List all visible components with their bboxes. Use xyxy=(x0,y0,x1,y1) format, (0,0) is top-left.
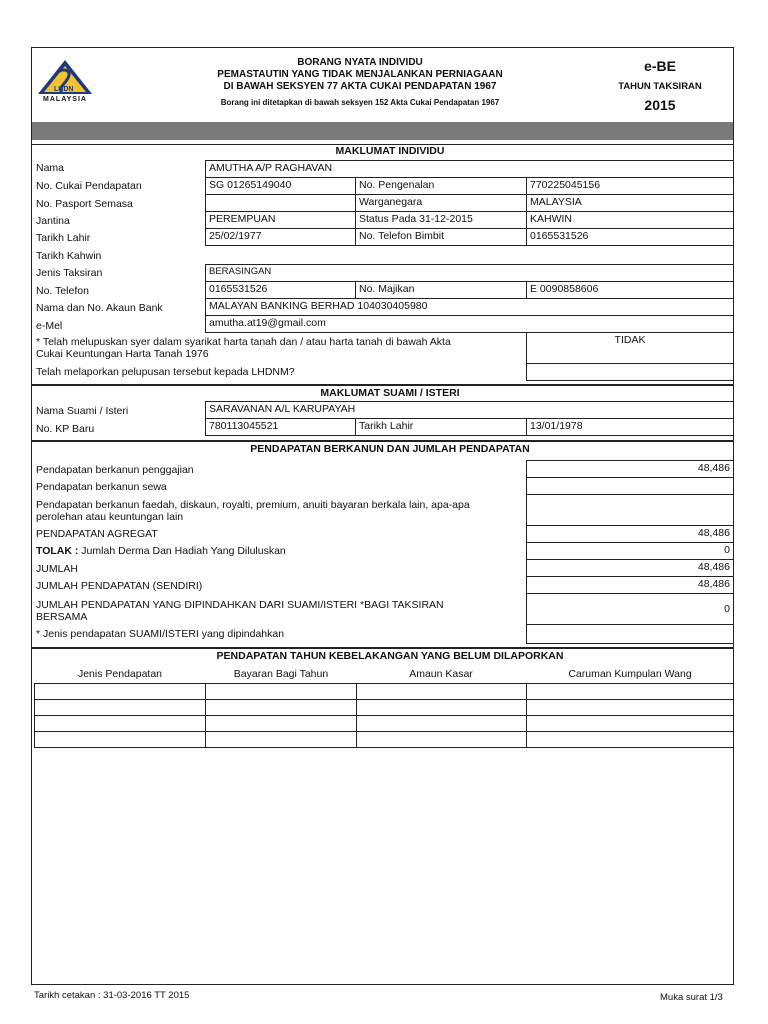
logo-country: MALAYSIA xyxy=(43,96,87,103)
bimbit-field[interactable]: 0165531526 xyxy=(526,228,734,246)
form-statute-note: Borang ini ditetapkan di bawah seksyen 152 Akta Cukai Pendapatan 1967 xyxy=(220,98,500,107)
faedah-label-line1: Pendapatan berkanun faedah, diskaun, royalti, premium, anuiti bayaran berkala lain, apa-apa xyxy=(36,499,470,511)
jenis-label: * Jenis pendapatan SUAMI/ISTERI yang dipindahkan xyxy=(36,628,285,640)
telefon-field[interactable]: 0165531526 xyxy=(205,281,356,299)
email-label: e-Mel xyxy=(36,320,63,332)
taksiran-field[interactable]: BERASINGAN xyxy=(205,264,734,282)
tolak-field[interactable]: 0 xyxy=(526,542,734,560)
suami-nama-field[interactable]: SARAVANAN A/L KARUPAYAH xyxy=(205,401,734,419)
col-caruman: Caruman Kumpulan Wang xyxy=(568,668,692,680)
bank-label: Nama dan No. Akaun Bank xyxy=(36,302,163,314)
status-field[interactable]: KAHWIN xyxy=(526,211,734,229)
tolak-bold: TOLAK : xyxy=(36,545,79,557)
nama-label: Nama xyxy=(36,162,65,174)
print-date: Tarikh cetakan : 31-03-2016 TT 2015 xyxy=(34,990,190,1001)
cukai-field[interactable]: SG 01265149040 xyxy=(205,177,356,195)
agregat-field[interactable]: 48,486 xyxy=(526,525,734,543)
sewa-field[interactable] xyxy=(526,477,734,495)
warganegara-label: Warganegara xyxy=(355,194,527,212)
section-individu-title: MAKLUMAT INDIVIDU xyxy=(335,145,445,157)
logo-text: LHDN xyxy=(54,86,74,93)
pindah-field[interactable] xyxy=(526,593,734,625)
suami-nama-label: Nama Suami / Isteri xyxy=(36,405,129,417)
email-field[interactable]: amutha.at19@gmail.com xyxy=(205,315,734,333)
telefon-label: No. Telefon xyxy=(36,285,89,297)
col-amaun: Amaun Kasar xyxy=(409,668,473,680)
suami-lahir-label: Tarikh Lahir xyxy=(355,418,527,436)
form-subtitle: PEMASTAUTIN YANG TIDAK MENJALANKAN PERNIAGAAN xyxy=(217,69,503,80)
bank-field[interactable]: MALAYAN BANKING BERHAD 104030405980 xyxy=(205,298,734,316)
header-bar xyxy=(32,122,733,140)
harta-label-line2: Cukai Keuntungan Harta Tanah 1976 xyxy=(36,348,209,360)
harta-label-line1: * Telah melupuskan syer dalam syarikat harta tanah dan / atau harta tanah di bawah Akta xyxy=(36,336,451,348)
year-label: TAHUN TAKSIRAN xyxy=(618,81,702,92)
jantina-label: Jantina xyxy=(36,215,70,227)
suami-kp-field[interactable]: 780113045521 xyxy=(205,418,356,436)
faedah-label-line2: perolehan atau keuntungan lain xyxy=(36,511,184,523)
form-code: e-BE xyxy=(644,58,676,74)
jumlah-field[interactable]: 48,486 xyxy=(526,559,734,577)
harta-field[interactable]: TIDAK xyxy=(526,332,734,364)
form-title: BORANG NYATA INDIVIDU xyxy=(297,57,423,68)
tolak-label xyxy=(36,545,286,557)
sendiri-field[interactable]: 48,486 xyxy=(526,576,734,594)
col-jenis: Jenis Pendapatan xyxy=(77,668,163,680)
jumlah-label: JUMLAH xyxy=(36,563,79,575)
majikan-field[interactable]: E 0090858606 xyxy=(526,281,734,299)
col-bayaran: Bayaran Bagi Tahun xyxy=(233,668,329,680)
page-number: Muka surat 1/3 xyxy=(660,992,723,1003)
tolak-text: Jumlah Derma Dan Hadiah Yang Diluluskan xyxy=(78,545,286,557)
form-section-ref: DI BAWAH SEKSYEN 77 AKTA CUKAI PENDAPATAN 1967 xyxy=(223,81,497,92)
sewa-label: Pendapatan berkanun sewa xyxy=(36,481,167,493)
lahir-field[interactable]: 25/02/1977 xyxy=(205,228,356,246)
status-label: Status Pada 31-12-2015 xyxy=(355,211,527,229)
taksiran-label: Jenis Taksiran xyxy=(36,267,103,279)
pasport-field[interactable] xyxy=(205,194,356,212)
suami-lahir-field[interactable]: 13/01/1978 xyxy=(526,418,734,436)
pengenalan-field[interactable]: 770225045156 xyxy=(526,177,734,195)
bimbit-label: No. Telefon Bimbit xyxy=(355,228,527,246)
assessment-year: 2015 xyxy=(644,97,676,113)
jantina-field[interactable]: PEREMPUAN xyxy=(205,211,356,229)
lahir-label: Tarikh Lahir xyxy=(36,232,91,244)
section-pendapatan-title: PENDAPATAN BERKANUN DAN JUMLAH PENDAPATAN xyxy=(250,443,530,455)
suami-kp-label: No. KP Baru xyxy=(36,423,95,435)
sendiri-label: JUMLAH PENDAPATAN (SENDIRI) xyxy=(36,580,203,592)
pindah-label-line2: BERSAMA xyxy=(36,611,88,623)
majikan-label: No. Majikan xyxy=(355,281,527,299)
lapor-field[interactable] xyxy=(526,363,734,381)
lapor-label: Telah melaporkan pelupusan tersebut kepada LHDNM? xyxy=(36,366,295,378)
section-tertunggak-title: PENDAPATAN TAHUN KEBELAKANGAN YANG BELUM DILAPORKAN xyxy=(216,650,564,662)
cukai-label: No. Cukai Pendapatan xyxy=(36,180,142,192)
section-suami-title: MAKLUMAT SUAMI / ISTERI xyxy=(320,387,460,399)
pasport-label: No. Pasport Semasa xyxy=(36,198,133,210)
gaji-label: Pendapatan berkanun penggajian xyxy=(36,464,194,476)
warganegara-field[interactable]: MALAYSIA xyxy=(526,194,734,212)
pindah-value: 0 xyxy=(724,603,730,615)
kahwin-label: Tarikh Kahwin xyxy=(36,250,102,262)
nama-field[interactable]: AMUTHA A/P RAGHAVAN xyxy=(205,160,734,178)
agregat-label: PENDAPATAN AGREGAT xyxy=(36,528,158,540)
lhdn-logo xyxy=(34,58,96,104)
gaji-field[interactable]: 48,486 xyxy=(526,460,734,478)
faedah-field[interactable] xyxy=(526,494,734,526)
pindah-label-line1: JUMLAH PENDAPATAN YANG DIPINDAHKAN DARI SUAMI/ISTERI *BAGI TAKSIRAN xyxy=(36,599,444,611)
pengenalan-label: No. Pengenalan xyxy=(355,177,527,195)
jenis-field[interactable] xyxy=(526,624,734,644)
